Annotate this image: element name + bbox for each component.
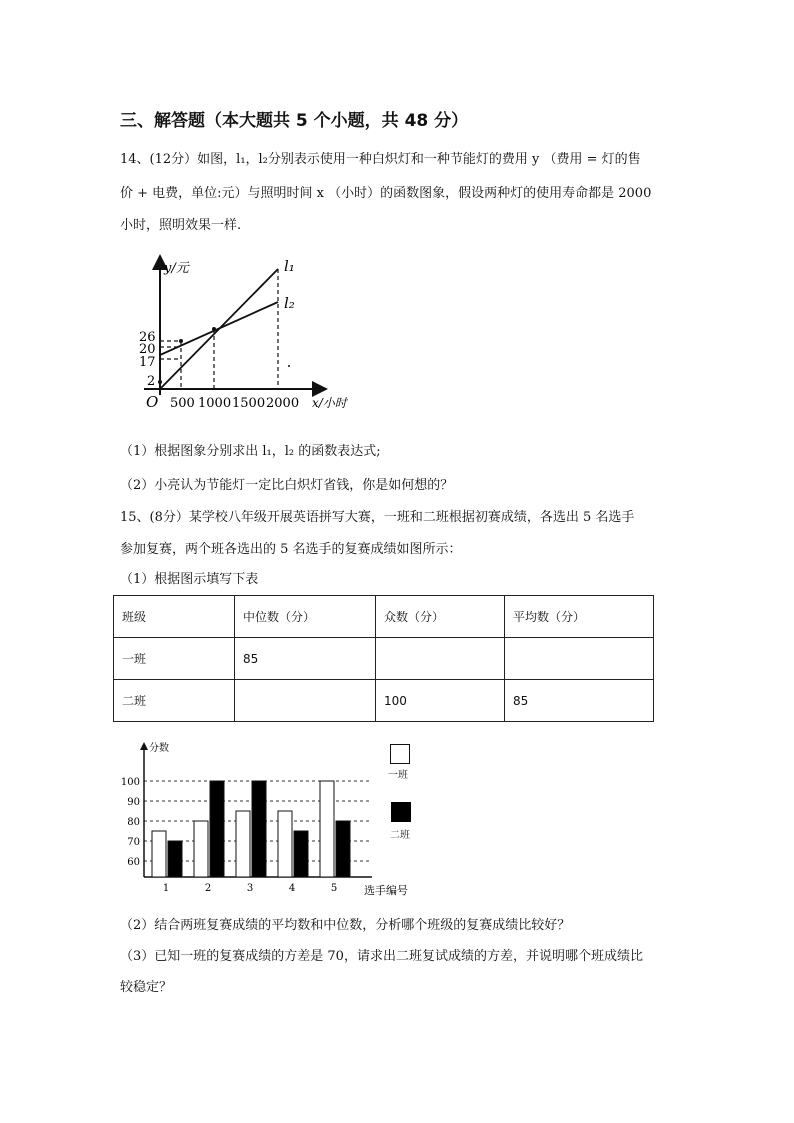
table-cell: 100: [376, 680, 505, 722]
dot-mark: [288, 365, 290, 367]
x-tick-label: 3: [246, 883, 254, 894]
bar-class2: [168, 841, 182, 877]
table-row: [114, 680, 654, 722]
score-table: [113, 595, 654, 722]
x-tick-label: 4: [288, 883, 296, 894]
q14-line1: 14、(12分）如图，l₁，l₂分别表示使用一种白炽灯和一种节能灯的费用 y （费用 = 灯的售: [120, 152, 641, 167]
table-cell: [376, 638, 505, 680]
table-header-row: [114, 596, 654, 638]
table-cell: 一班: [114, 638, 235, 680]
y-tick-20: 20: [139, 342, 156, 357]
y-axis-title: 分数: [149, 743, 169, 754]
q15-line2: 参加复赛，两个班各选出的 5 名选手的复赛成绩如图所示：: [120, 542, 462, 557]
header-cell: 中位数（分）: [235, 596, 376, 638]
q15-sub3-line1: （3）已知一班的复赛成绩的方差是 70，请求出二班复试成绩的方差，并说明哪个班成绩比: [120, 949, 643, 964]
q14-sub1: （1）根据图象分别求出 l₁，l₂ 的函数表达式;: [120, 444, 381, 459]
point-a: [179, 339, 183, 343]
origin-label: O: [146, 393, 159, 411]
header-cell: 平均数（分）: [505, 596, 654, 638]
x-tick-label: 5: [330, 883, 338, 894]
table-cell: 二班: [114, 680, 235, 722]
legend-label-class2: 二班: [390, 830, 410, 841]
table-cell: 85: [235, 638, 376, 680]
x-tick-2000: 2000: [266, 396, 300, 411]
bar-class2: [294, 831, 308, 877]
bar-class2: [336, 821, 350, 877]
x-tick-label: 2: [204, 883, 212, 894]
section-heading: 三、解答题（本大题共 5 个小题，共 48 分）: [120, 111, 469, 131]
q15-sub1: （1）根据图示填写下表: [120, 572, 259, 587]
bar-class1: [194, 821, 208, 877]
bar-class2: [252, 781, 266, 877]
q15-line1: 15、(8分）某学校八年级开展英语拼写大赛，一班和二班根据初赛成绩，各选出 5 名选手: [120, 510, 635, 525]
table-cell: [505, 638, 654, 680]
q14-line3: 小时，照明效果一样.: [120, 218, 242, 233]
bar-class1: [152, 831, 166, 877]
y-tick-label: 60: [127, 857, 140, 868]
score-bar-chart: [110, 738, 430, 900]
table-cell: [235, 680, 376, 722]
y-tick-label: 100: [120, 777, 140, 788]
q15-sub2: （2）结合两班复赛成绩的平均数和中位数，分析哪个班级的复赛成绩比较好？: [120, 918, 571, 933]
x-axis-title: 选手编号: [364, 884, 408, 897]
table-row: [114, 638, 654, 680]
legend-label-class1: 一班: [388, 770, 408, 781]
q14-sub2: （2）小亮认为节能灯一定比白炽灯省钱，你是如何想的？: [120, 478, 454, 493]
point-intersection: [212, 327, 216, 331]
y-tick-2: 2: [147, 374, 156, 389]
y-tick-label: 70: [127, 837, 140, 848]
function-graph: [120, 252, 360, 414]
q15-sub3-line2: 较稳定？: [120, 980, 173, 995]
x-tick-1000: 1000: [198, 396, 232, 411]
y-tick-26: 26: [139, 330, 156, 345]
l2-label: l₂: [284, 294, 295, 312]
y-tick-label: 80: [127, 817, 140, 828]
y-axis-arrow: [140, 742, 148, 750]
y-tick-label: 90: [127, 797, 140, 808]
y-tick-17: 17: [139, 355, 156, 370]
bar-class1: [236, 811, 250, 877]
point-2: [158, 380, 162, 384]
x-tick-label: 1: [162, 883, 170, 894]
x-tick-500: 500: [170, 396, 195, 411]
bar-class2: [210, 781, 224, 877]
table-cell: 85: [505, 680, 654, 722]
bar-class1: [278, 811, 292, 877]
y-axis-label: y/元: [164, 261, 189, 276]
l1-label: l₁: [284, 257, 295, 275]
q14-line2: 价 + 电费，单位:元）与照明时间 x （小时）的函数图象，假设两种灯的使用寿命都是 2000: [120, 186, 652, 201]
x-axis-label: x/小时: [312, 396, 347, 410]
legend-swatch-class1: [390, 744, 410, 764]
header-cell: 众数（分）: [376, 596, 505, 638]
header-cell: 班级: [114, 596, 235, 638]
bar-class1: [320, 781, 334, 877]
legend-swatch-class2: [391, 802, 411, 822]
x-tick-1500: 1500: [232, 396, 266, 411]
